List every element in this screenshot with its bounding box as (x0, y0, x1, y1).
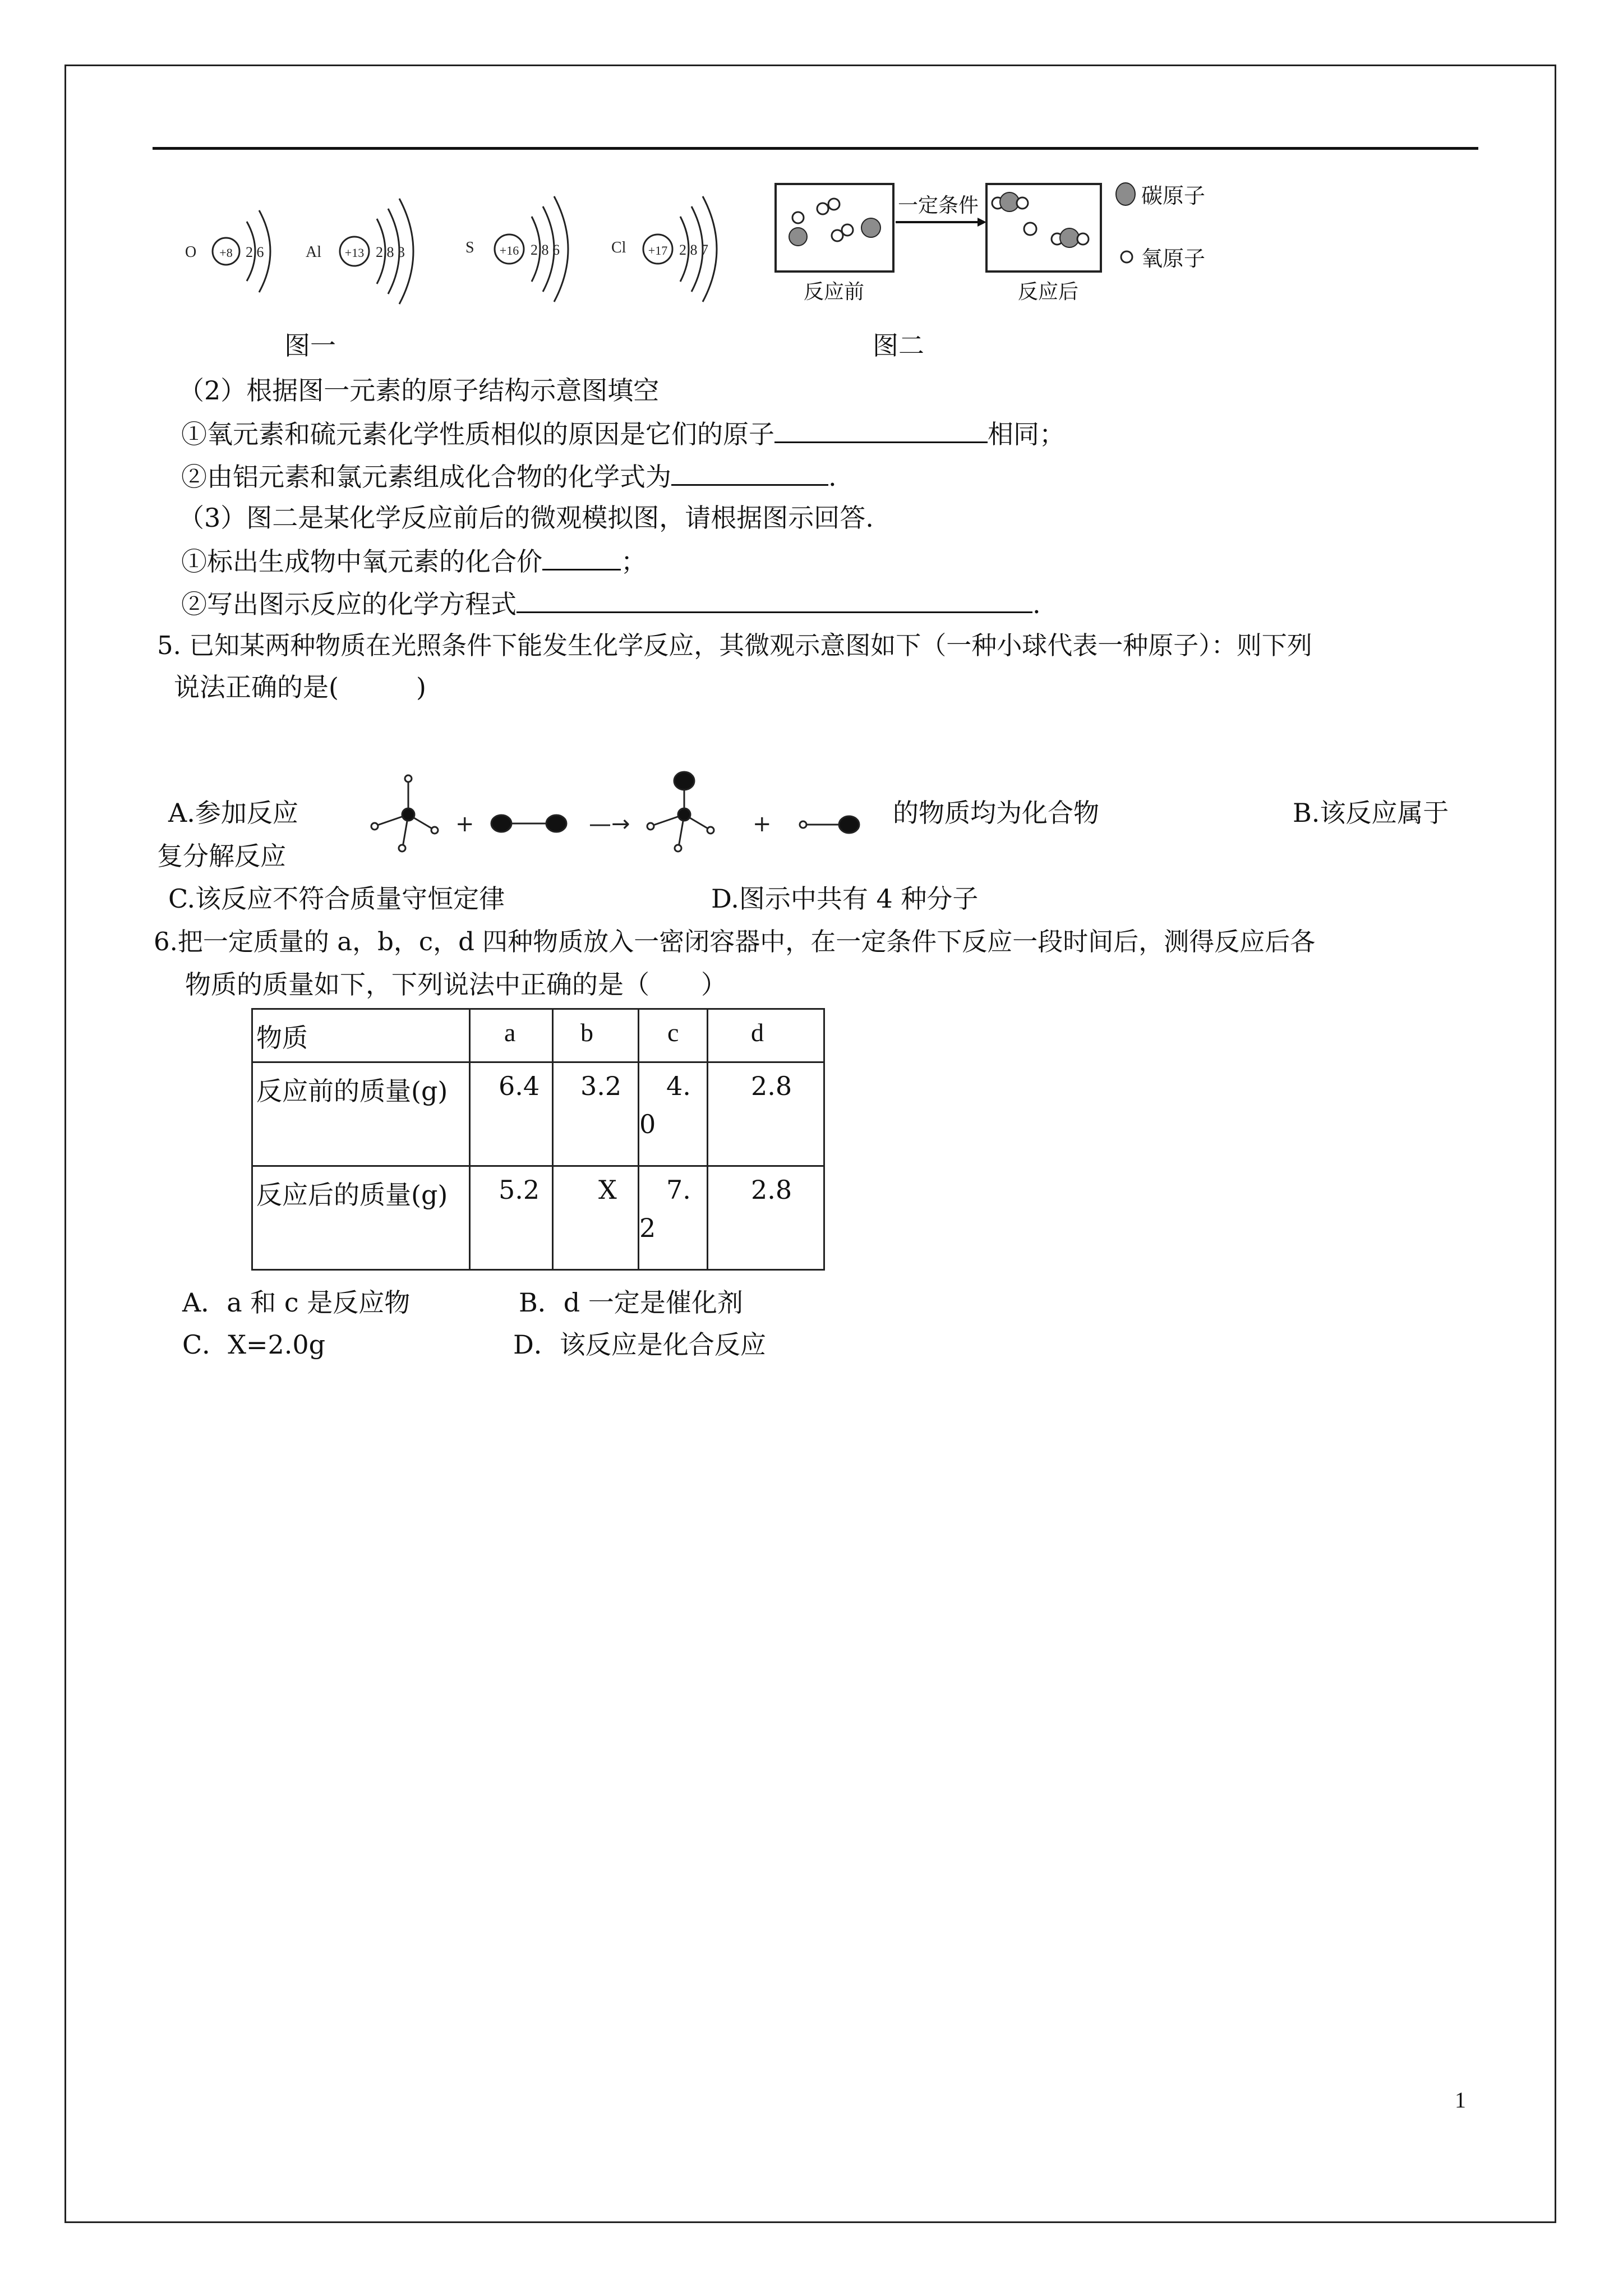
q5-molecule-diagram (353, 763, 892, 864)
table-cell-wrap: 0 (639, 1109, 656, 1139)
nucleus-al: +13 (344, 246, 365, 260)
arrow-sign: —→ (589, 811, 630, 837)
q5-option-b-line1: B.该反应属于 (1293, 798, 1449, 828)
q6-option-a: A．a 和 c 是反应物 (182, 1287, 411, 1318)
q5-option-c: C.该反应不符合质量守恒定律 (168, 884, 505, 914)
q6-option-b: B．d 一定是催化剂 (519, 1287, 743, 1318)
q5-option-b-line2: 复分解反应 (157, 841, 286, 871)
q6-stem-line2: 物质的质量如下，下列说法中正确的是（ ） (185, 969, 727, 1000)
table-cell: 2.8 (751, 1071, 792, 1101)
q4-part3-a-text: ①标出生成物中氧元素的化合价 (181, 546, 542, 577)
after-label: 反应后 (1018, 280, 1079, 303)
atom-symbol-s: S (465, 239, 474, 256)
q5-option-a-prefix: A.参加反应 (168, 798, 298, 828)
q4-part2-b-text: ②由铝元素和氯元素组成化合物的化学式为 (181, 462, 671, 492)
atom-symbol-al: Al (306, 243, 321, 261)
q4-part2-title: （2）根据图一元素的原子结构示意图填空 (178, 375, 660, 406)
q6-option-d: D．该反应是化合反应 (513, 1329, 766, 1360)
table-cell: 2.8 (751, 1175, 792, 1205)
header-cell: c (667, 1018, 679, 1047)
table-cell-wrap: 2 (639, 1213, 656, 1243)
answer-blank[interactable] (517, 587, 1032, 613)
q4-part2-b (181, 459, 837, 493)
row-label: 反应前的质量(g) (256, 1076, 448, 1106)
table-cell: 5.2 (499, 1175, 540, 1205)
table-cell: 3.2 (580, 1071, 622, 1101)
q4-part2-a (181, 417, 1065, 450)
shells-o: 2 6 (246, 244, 264, 260)
answer-blank[interactable] (542, 544, 621, 570)
plus-sign: + (455, 811, 474, 837)
q6-option-c: C．X=2.0g (182, 1329, 326, 1360)
plus-sign: + (753, 811, 772, 837)
oxygen-legend-icon (1121, 251, 1132, 263)
header-cell: d (751, 1018, 764, 1047)
table-cell: X (598, 1175, 617, 1205)
q4-part2-a-tail: 相同； (988, 419, 1065, 449)
q5-option-a-suffix: 的物质均为化合物 (893, 798, 1099, 828)
q5-stem-line1: 5. 已知某两种物质在光照条件下能发生化学反应，其微观示意图如下（一种小球代表一种原子）：则下列 (157, 631, 1312, 660)
figure2-reaction-model (771, 174, 1231, 314)
table-cell-top: 7. (666, 1175, 691, 1205)
arrow-label: 一定条件 (898, 194, 979, 217)
q5-option-d: D.图示中共有 4 种分子 (711, 884, 979, 914)
figure2-caption: 图二 (873, 330, 924, 361)
nucleus-o: +8 (219, 246, 233, 260)
figure1-caption: 图一 (284, 330, 336, 361)
shells-s: 2 8 6 (531, 242, 560, 258)
q4-part3-a (181, 544, 647, 578)
header-cell: 物质 (256, 1023, 308, 1053)
q4-part2-a-text: ①氧元素和硫元素化学性质相似的原因是它们的原子 (181, 419, 774, 449)
q4-part3-b (181, 587, 1041, 620)
table-row (252, 1166, 824, 1270)
q5-stem-line2: 说法正确的是( ) (174, 672, 426, 702)
q4-part3-b-tail: . (1032, 589, 1041, 619)
table-cell: 6.4 (499, 1071, 540, 1101)
q4-part3-a-tail: ； (621, 546, 647, 577)
table-header-row (252, 1009, 824, 1062)
atom-symbol-o: O (185, 243, 197, 261)
mass-table (251, 1008, 825, 1271)
header-cell: b (580, 1018, 593, 1047)
header-cell: a (504, 1018, 516, 1047)
shells-cl: 2 8 7 (679, 242, 708, 258)
answer-blank[interactable] (671, 459, 828, 486)
table-row (252, 1062, 824, 1166)
legend-oxygen: 氧原子 (1141, 246, 1206, 271)
q4-part2-b-tail: . (828, 462, 837, 492)
answer-blank[interactable] (774, 417, 988, 443)
header-rule (153, 147, 1478, 150)
before-label: 反应前 (804, 280, 865, 303)
q4-part3-title: （3）图二是某化学反应前后的微观模拟图，请根据图示回答. (178, 503, 874, 533)
q4-part3-b-text: ②写出图示反应的化学方程式 (181, 589, 517, 619)
shells-al: 2 8 3 (376, 244, 405, 260)
table-cell-top: 4. (666, 1071, 691, 1101)
page-number: 1 (1455, 2087, 1466, 2113)
carbon-legend-icon (1116, 183, 1135, 205)
q6-stem-line1: 6.把一定质量的 a，b，c，d 四种物质放入一密闭容器中，在一定条件下反应一段时间后，测得反应后各 (154, 927, 1316, 956)
nucleus-cl: +17 (648, 243, 668, 257)
figure1-atomic-diagrams (179, 180, 763, 325)
atom-symbol-cl: Cl (611, 239, 626, 256)
row-label: 反应后的质量(g) (256, 1180, 448, 1210)
legend-carbon: 碳原子 (1141, 183, 1206, 208)
nucleus-s: +16 (499, 243, 519, 257)
